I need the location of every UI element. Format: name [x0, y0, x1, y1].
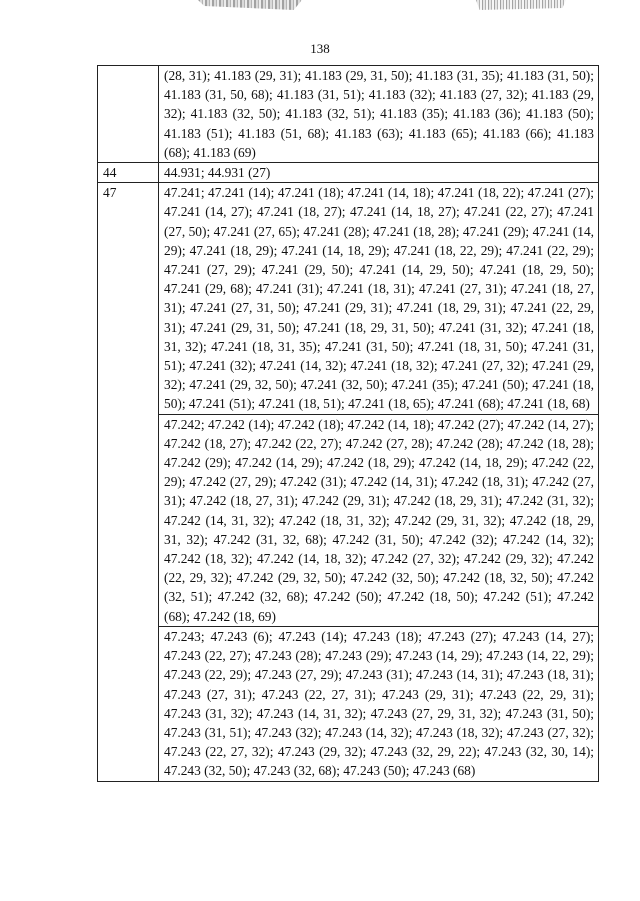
scan-artifact: [476, 0, 566, 10]
table-row: [98, 183, 599, 414]
code-cell: 47: [98, 183, 159, 781]
code-table: [97, 65, 599, 782]
table-row: [98, 626, 599, 781]
table-row: [98, 414, 599, 626]
table-row: [98, 66, 599, 163]
code-cell: 44: [98, 163, 159, 183]
page-number: 138: [310, 41, 330, 56]
codes-list-cell: (28, 31); 41.183 (29, 31); 41.183 (29, 31, 50); 41.183 (31, 35); 41.183 (31, 50); 41.183 (31, 50, 68); 41.183 (31, 51); 41.183 (32); 41.183 (27, 32); 41.183 (29, 32); 41.183 (32, 50); 41.183 (32, 51); 41.183 (35); 41.183 (36); 41.183 (50); 41.183 (51); 41.183 (51, 68); 41.183 (63); 41.183 (65); 41.183 (66); 41.183 (68); 41.183 (69): [159, 66, 599, 163]
scan-artifact: [198, 0, 302, 10]
codes-list-cell: 44.931; 44.931 (27): [159, 163, 599, 183]
codes-list-cell: 47.243; 47.243 (6); 47.243 (14); 47.243 (18); 47.243 (27); 47.243 (14, 27); 47.243 (22, 27); 47.243 (28); 47.243 (29); 47.243 (14, 29); 47.243 (14, 22, 29); 47.243 (22, 29); 47.243 (27, 29); 47.243 (31); 47.243 (14, 31); 47.243 (18, 31); 47.243 (27, 31); 47.243 (22, 27, 31); 47.243 (29, 31); 47.243 (22, 29, 31); 47.243 (31, 32); 47.243 (14, 31, 32); 47.243 (27, 29, 31, 32); 47.243 (31, 50); 47.243 (31, 51); 47.243 (32); 47.243 (14, 32); 47.243 (18, 32); 47.243 (27, 32); 47.243 (22, 27, 32); 47.243 (29, 32); 47.243 (32, 29, 22); 47.243 (32, 30, 14); 47.243 (32, 50); 47.243 (32, 68); 47.243 (50); 47.243 (68): [159, 626, 599, 781]
code-cell: [98, 66, 159, 163]
codes-list-cell: 47.242; 47.242 (14); 47.242 (18); 47.242 (14, 18); 47.242 (27); 47.242 (14, 27); 47.242 (18, 27); 47.242 (22, 27); 47.242 (27, 28); 47.242 (28); 47.242 (18, 28); 47.242 (29); 47.242 (14, 29); 47.242 (18, 29); 47.242 (14, 18, 29); 47.242 (22, 29); 47.242 (27, 29); 47.242 (31); 47.242 (14, 31); 47.242 (18, 31); 47.242 (27, 31); 47.242 (18, 27, 31); 47.242 (29, 31); 47.242 (18, 29, 31); 47.242 (31, 32); 47.242 (14, 31, 32); 47.242 (18, 31, 32); 47.242 (29, 31, 32); 47.242 (18, 29, 31, 32); 47.242 (31, 32, 68); 47.242 (31, 50); 47.242 (32); 47.242 (14, 32); 47.242 (18, 32); 47.242 (14, 18, 32); 47.242 (27, 32); 47.242 (29, 32); 47.242 (22, 29, 32); 47.242 (29, 32, 50); 47.242 (32, 50); 47.242 (18, 32, 50); 47.242 (32, 51); 47.242 (32, 68); 47.242 (50); 47.242 (18, 50); 47.242 (51); 47.242 (68); 47.242 (18, 69): [159, 414, 599, 626]
table-row: [98, 163, 599, 183]
codes-list-cell: 47.241; 47.241 (14); 47.241 (18); 47.241 (14, 18); 47.241 (18, 22); 47.241 (27); 47.241 (14, 27); 47.241 (18, 27); 47.241 (14, 18, 27); 47.241 (22, 27); 47.241 (27, 50); 47.241 (27, 65); 47.241 (28); 47.241 (18, 28); 47.241 (29); 47.241 (14, 29); 47.241 (18, 29); 47.241 (14, 18, 29); 47.241 (18, 22, 29); 47.241 (22, 29); 47.241 (27, 29); 47.241 (29, 50); 47.241 (14, 29, 50); 47.241 (18, 29, 50); 47.241 (29, 68); 47.241 (31); 47.241 (18, 31); 47.241 (27, 31); 47.241 (18, 27, 31); 47.241 (27, 31, 50); 47.241 (29, 31); 47.241 (18, 29, 31); 47.241 (22, 29, 31); 47.241 (29, 31, 50); 47.241 (18, 29, 31, 50); 47.241 (31, 32); 47.241 (18, 31, 32); 47.241 (18, 31, 35); 47.241 (31, 50); 47.241 (18, 31, 50); 47.241 (31, 51); 47.241 (32); 47.241 (14, 32); 47.241 (18, 32); 47.241 (27, 32); 47.241 (29, 32); 47.241 (29, 32, 50); 47.241 (32, 50); 47.241 (35); 47.241 (50); 47.241 (18, 50); 47.241 (51); 47.241 (18, 51); 47.241 (18, 65); 47.241 (68); 47.241 (18, 68): [159, 183, 599, 414]
